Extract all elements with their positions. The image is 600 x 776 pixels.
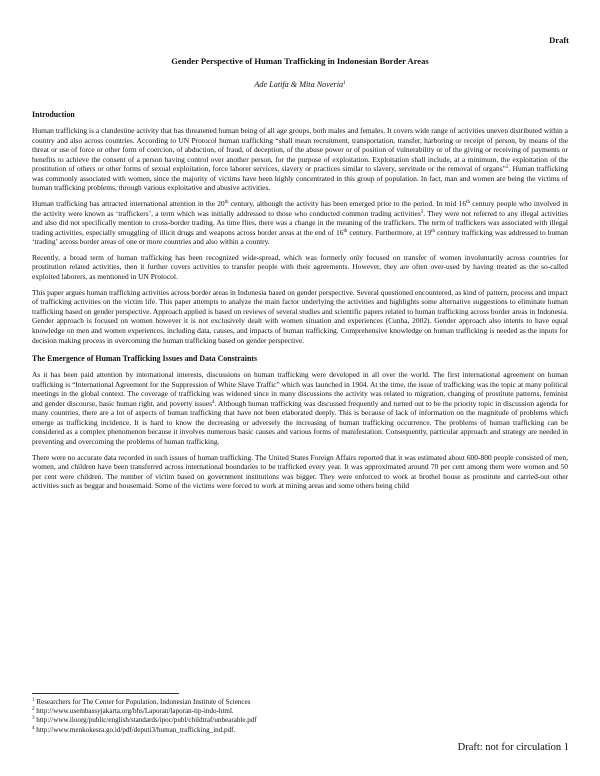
footnote-marker: 4 [212, 399, 215, 405]
paragraph-text: As it has been paid attention by international interests, discussions on human trafficking were developed in all over the world. The first international agreement on human trafficking is “International Agreement for the Suppression of White Slave Traffic” which was launched in 1904. At the time, the issue of trafficking was the topic at many political meetings in the global context. The coverage of trafficking was widened since in many discussions the activity was related to migration, changing of prostitute patterns, feminist and gender discourse, basic human right, and poverty issues [32, 370, 568, 408]
footnote-marker: 3 [420, 209, 424, 215]
page-footer: Draft: not for circulation 1 [457, 742, 569, 753]
footnote-text: Researchers for The Center for Population, Indonesian Institute of Sciences [36, 698, 251, 706]
authors-footnote-marker: 1 [343, 81, 346, 86]
footnote-link[interactable]: http://www.menkokesra.go.id/pdf/deputi3/human_trafficking_ind.pdf. [36, 725, 236, 734]
paragraph-text: Human trafficking has attracted international attention in the 20 [32, 199, 225, 209]
paragraph [32, 370, 568, 446]
paper-title: Gender Perspective of Human Trafficking in Indonesian Border Areas [171, 56, 429, 66]
authors-text: Ade Latifa & Mita Noveria [254, 80, 344, 89]
paragraph-text: century. Furthermore, at 19 [347, 227, 432, 237]
footnote-item [32, 698, 572, 707]
footnote-number: 2 [32, 707, 35, 713]
section-heading-introduction: Introduction [32, 110, 75, 119]
footnote-number: 1 [32, 698, 35, 703]
paragraph-text: . Human trafficking was commonly associated with women, since the majority of victims have been highly concentrated in this group of population. In fact, man and women are being the victims of human trafficking problems, through various exploitative and abusive activities. [32, 164, 568, 193]
section-heading-emergence: The Emergence of Human Trafficking Issues and Data Constraints [32, 354, 258, 364]
paragraph [32, 126, 568, 193]
ordinal-suffix: th [224, 200, 229, 206]
ordinal-suffix: th [431, 228, 436, 234]
paragraph-text: century trafficking was addressed to human ‘trading’ across border areas of one or more countries and also within a country. [32, 227, 568, 247]
ordinal-suffix: th [466, 200, 470, 206]
footnote-divider [32, 693, 179, 694]
footnote-link[interactable]: http://www.iloorg/public/english/standards/ipoc/publ/childtraf/unbearable.pdf [36, 716, 257, 725]
ordinal-suffix: th [343, 228, 348, 234]
footnote-number: 4 [32, 725, 35, 731]
footnote-marker: 2 [505, 165, 509, 171]
paragraph-text: century people who involved in the activity were known as ‘traffickers’, a term which was initially addressed to those who conducted common trading activities [32, 199, 568, 218]
footnote-link[interactable]: http://www.usembassyjakarta.org/bhs/Laporan/laporan-tip-indo-html. [36, 707, 234, 716]
paragraph: This paper argues human trafficking activities across border areas in Indonesia based on gender perspective. Several questioned encountered, as kind of pattern, process and impact of trafficking activities on the victim life. This paper attempts to analyze the main factor underlying the activities and highlights some alternative suggestions to eliminate human trafficking based on gender perspective. Approach applied is based on reviews of several studies and scientific papers related to human trafficking across border areas in Indonesia. Gender approach is focused on women however it is not exclusively dealt with women situation and experiences (Cunha, 2002). Gender approach also intents to have equal knowledge on men and women experiences, including data, causes, and impacts of human trafficking. Comprehensive knowledge on human trafficking is needed as the inputs for decision making process in overcoming the human trafficking based on gender perspective. [32, 287, 568, 345]
paragraph-text: Human trafficking is a clandestine activity that has threatened human being of all age groups, both males and females. It covers wide range of activities uneven distributed within a country and also across countries. According to UN Protocol human trafficking “shall mean recruitment, transportation, transfer, harboring or receipt of person, by means of the threat or use of force or other form of coercion, of abduction, of fraud, of deception, of the abuse power or of position of vulnerability or of the giving or receiving of payments or benefits to achieve the consent of a person having control over another person, for the purpose of exploitation. Exploitation shall include, at a minimum, the exploitation of the prostitution of others or other forms of sexual exploitation, force laborer services, slavery or practices similar to slavery, servitude or the removal of organs” [32, 126, 568, 174]
footnote-item [32, 707, 572, 716]
paragraph [32, 199, 568, 247]
paragraph: There were no accurate data recorded in such issues of human trafficking. The United States Foreign Affairs reported that it was estimated about 600-800 people consisted of men, women, and children have been transferred across international boundaries to be trafficked every year. It was approximated around 70 per cent among them were women and 50 per cent were children. The number of victim based on government institutions was bigger. They were enforced to work at brothel house as prostitute and carried-out other activities such as beggar and housemaid. Some of the victims were forced to work at mining areas and some others being child [32, 452, 568, 491]
paragraph-text: . They were not referred to any illegal activities and also did not specifically mention to cross-border trading. As time flies, there was a change in the meaning of the traffickers. The term of traffickers was associated with illegal trading activities, especially smuggling of illicit drugs and weapons across border areas at the end of 16 [32, 208, 569, 237]
paragraph-text: century, although the activity has been emerged prior to the period. In mid 16 [228, 199, 467, 209]
draft-label: Draft [549, 35, 569, 45]
paragraph: Recently, a broad term of human trafficking has been recognized wide-spread, which was formerly only focused on transfer of women involuntarily across countries for prostitution related activities, then it further covers activities to transfer people with their agreements. However, they are often over-used by having treated as the so-called exploited laborers, as mentioned in UN Protocol. [32, 252, 568, 282]
paper-authors [0, 80, 600, 89]
paper-body [32, 110, 568, 491]
paragraph-text: . Although human trafficking was discussed frequently and turned out to be the priority topic in discussion agenda for many countries, there are a lot of aspects of human trafficking that have not been elaborated deeply. This is because of lack of information on the magnitude of problems which emerge as trafficking incidence. It is hard to know the decreasing or adversely the increasing of human trafficking occurrence. The problems of human trafficking can be considered as a complex phenomenon because it involves numerous basic causes and various forms of manifestation. Consequently, particular approach and strategy are needed in preventing and overcoming the problems of human trafficking. [32, 398, 568, 446]
footnote-item [32, 726, 572, 735]
footnote-item [32, 716, 572, 725]
footnote-number: 3 [32, 716, 35, 722]
footnotes [32, 698, 572, 735]
